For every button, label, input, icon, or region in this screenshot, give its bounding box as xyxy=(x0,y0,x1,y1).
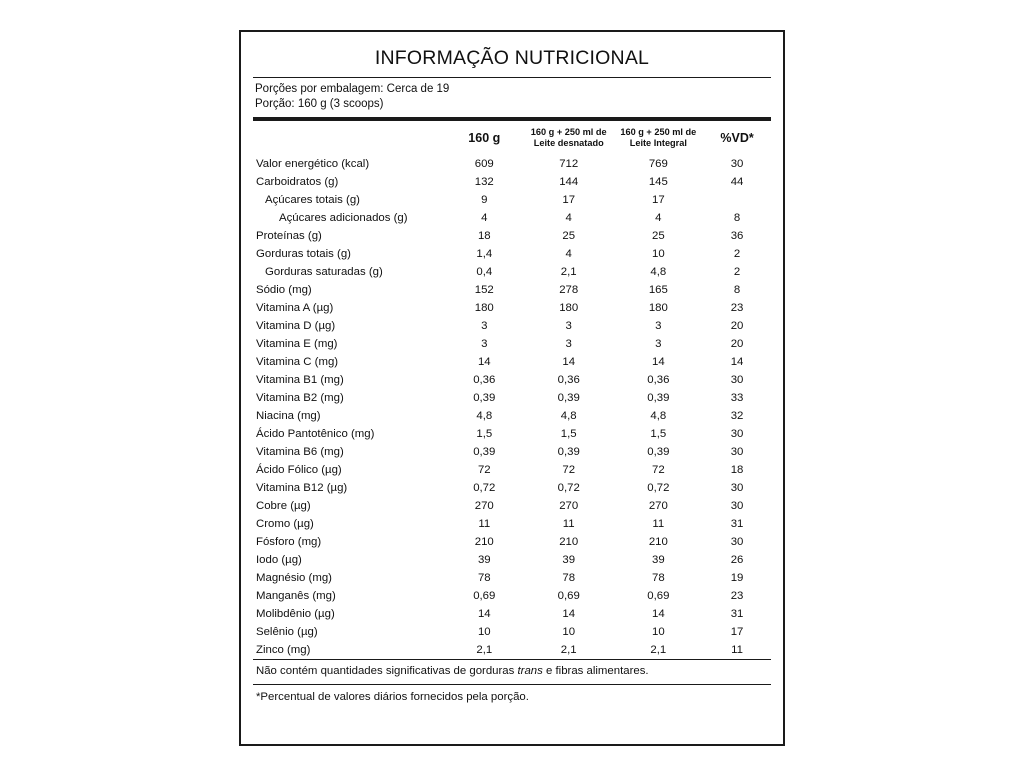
nutrient-value-col2: 270 xyxy=(559,499,579,512)
nutrient-value-col2: 14 xyxy=(562,607,576,620)
nutrient-value-col1: 210 xyxy=(474,535,494,548)
nutrient-name: Gorduras saturadas (g) xyxy=(265,265,383,278)
nutrient-value-col1: 0,36 xyxy=(473,373,496,386)
table-row xyxy=(253,641,771,659)
nutrient-value-col3: 4,8 xyxy=(650,409,667,422)
nutrient-value-col2: 278 xyxy=(559,283,579,296)
nutrient-value-col1: 18 xyxy=(477,229,491,242)
table-row xyxy=(253,317,771,335)
nutrient-value-col2: 0,39 xyxy=(557,391,580,404)
nutrient-value-col3: 769 xyxy=(648,157,668,170)
nutrient-value-col3: 0,39 xyxy=(647,391,670,404)
table-row xyxy=(253,587,771,605)
nutrient-value-col2: 0,36 xyxy=(557,373,580,386)
nutrient-name: Vitamina B1 (mg) xyxy=(256,373,344,386)
nutrient-value-col4: 30 xyxy=(730,445,744,458)
footnote-trans-fat-part2: e fibras alimentares. xyxy=(542,665,649,677)
footnotes xyxy=(253,660,771,710)
nutrient-value-col4: 30 xyxy=(730,157,744,170)
nutrient-name: Açúcares totais (g) xyxy=(265,193,360,206)
nutrient-value-col3: 25 xyxy=(651,229,665,242)
table-row xyxy=(253,497,771,515)
table-row xyxy=(253,371,771,389)
nutrient-value-col4: 17 xyxy=(730,625,744,638)
nutrient-name: Magnésio (mg) xyxy=(256,571,332,584)
column-header-daily-value: %VD* xyxy=(720,131,754,145)
table-row xyxy=(253,515,771,533)
footnote-daily-value: *Percentual de valores diários fornecidos pela porção. xyxy=(256,691,529,703)
nutrient-value-col4: 20 xyxy=(730,319,744,332)
nutrient-name: Vitamina C (mg) xyxy=(256,355,339,368)
nutrient-name: Ácido Fólico (µg) xyxy=(256,463,342,476)
nutrient-value-col4: 11 xyxy=(731,643,743,656)
nutrient-name: Vitamina A (µg) xyxy=(256,301,334,314)
table-row xyxy=(253,263,771,281)
nutrient-value-col4: 36 xyxy=(730,229,744,242)
nutrient-name: Selênio (µg) xyxy=(256,625,318,638)
nutrient-value-col2: 78 xyxy=(562,571,576,584)
nutrient-value-col4: 2 xyxy=(733,247,741,260)
table-row xyxy=(253,551,771,569)
nutrient-value-col4: 44 xyxy=(730,175,744,188)
nutrient-value-col1: 3 xyxy=(481,319,488,332)
table-row xyxy=(253,173,771,191)
nutrient-value-col2: 10 xyxy=(562,625,576,638)
nutrient-value-col4: 30 xyxy=(730,535,744,548)
nutrient-name: Açúcares adicionados (g) xyxy=(279,211,408,224)
nutrition-facts-label xyxy=(239,30,785,746)
nutrient-value-col4: 18 xyxy=(730,463,744,476)
nutrient-value-col4: 19 xyxy=(730,571,744,584)
table-row xyxy=(253,191,771,209)
nutrient-value-col2: 0,39 xyxy=(557,445,580,458)
nutrient-name: Cromo (µg) xyxy=(256,517,314,530)
column-header-skim-milk xyxy=(524,121,614,155)
nutrient-value-col2: 2,1 xyxy=(560,643,577,656)
nutrient-value-col2: 712 xyxy=(559,157,579,170)
nutrient-value-col3: 11 xyxy=(652,517,665,530)
nutrient-value-col4: 31 xyxy=(730,517,744,530)
nutrient-value-col1: 72 xyxy=(477,463,491,476)
nutrient-value-col4 xyxy=(703,191,771,209)
nutrient-value-col4: 2 xyxy=(733,265,741,278)
nutrient-value-col1: 609 xyxy=(474,157,494,170)
label-title: INFORMAÇÃO NUTRICIONAL xyxy=(374,47,650,69)
footnote-trans-fat-italic: trans xyxy=(517,665,543,677)
nutrient-value-col3: 3 xyxy=(655,319,662,332)
serving-information xyxy=(253,78,771,117)
nutrient-name: Vitamina B6 (mg) xyxy=(256,445,344,458)
nutrient-value-col1: 270 xyxy=(474,499,494,512)
nutrient-value-col1: 10 xyxy=(477,625,491,638)
nutrient-name: Valor energético (kcal) xyxy=(256,157,370,170)
nutrient-value-col3: 3 xyxy=(655,337,662,350)
nutrient-value-col2: 39 xyxy=(562,553,576,566)
nutrient-value-col1: 2,1 xyxy=(476,643,493,656)
nutrient-name: Vitamina E (mg) xyxy=(256,337,338,350)
nutrient-value-col2: 0,72 xyxy=(557,481,580,494)
nutrient-value-col2: 3 xyxy=(565,319,572,332)
nutrient-value-col2: 11 xyxy=(562,517,575,530)
nutrient-name: Proteínas (g) xyxy=(256,229,322,242)
nutrient-value-col1: 0,39 xyxy=(473,445,496,458)
table-row xyxy=(253,281,771,299)
nutrient-value-col1: 0,69 xyxy=(473,589,496,602)
nutrient-value-col4: 30 xyxy=(730,499,744,512)
nutrient-value-col4: 32 xyxy=(730,409,744,422)
nutrient-value-col1: 78 xyxy=(477,571,491,584)
nutrient-value-col1: 152 xyxy=(474,283,494,296)
nutrient-value-col3: 78 xyxy=(651,571,665,584)
nutrient-value-col3: 210 xyxy=(648,535,668,548)
nutrient-value-col2: 4 xyxy=(565,247,572,260)
nutrient-value-col4: 14 xyxy=(730,355,744,368)
nutrient-value-col3: 145 xyxy=(648,175,668,188)
table-row xyxy=(253,533,771,551)
nutrient-value-col4: 20 xyxy=(730,337,744,350)
nutrient-value-col1: 4 xyxy=(481,211,488,224)
column-header-skim-milk-line2: Leite desnatado xyxy=(533,138,604,148)
nutrient-value-col1: 3 xyxy=(481,337,488,350)
nutrient-value-col3: 1,5 xyxy=(650,427,667,440)
nutrient-value-col3: 0,69 xyxy=(647,589,670,602)
nutrient-name: Vitamina D (µg) xyxy=(256,319,336,332)
nutrient-name: Molibdênio (µg) xyxy=(256,607,335,620)
nutrient-value-col3: 0,39 xyxy=(647,445,670,458)
nutrient-value-col1: 1,5 xyxy=(476,427,493,440)
nutrient-value-col4: 30 xyxy=(730,427,744,440)
column-header-nutrient xyxy=(253,121,445,155)
table-row xyxy=(253,227,771,245)
nutrient-value-col4: 30 xyxy=(730,373,744,386)
nutrient-value-col2: 144 xyxy=(559,175,579,188)
nutrient-value-col1: 0,72 xyxy=(473,481,496,494)
nutrient-value-col1: 180 xyxy=(474,301,494,314)
nutrient-name: Cobre (µg) xyxy=(256,499,311,512)
table-header xyxy=(253,121,771,155)
nutrient-name: Iodo (µg) xyxy=(256,553,302,566)
nutrient-value-col1: 14 xyxy=(477,607,491,620)
nutrient-value-col2: 1,5 xyxy=(560,427,577,440)
nutrient-value-col1: 14 xyxy=(477,355,491,368)
nutrient-value-col4: 23 xyxy=(730,589,744,602)
nutrient-value-col3: 0,72 xyxy=(647,481,670,494)
nutrition-table xyxy=(253,121,771,659)
nutrient-value-col1: 132 xyxy=(474,175,494,188)
nutrient-value-col3: 2,1 xyxy=(650,643,667,656)
nutrient-value-col1: 4,8 xyxy=(476,409,493,422)
nutrient-value-col2: 2,1 xyxy=(560,265,577,278)
table-row xyxy=(253,353,771,371)
nutrient-value-col3: 72 xyxy=(651,463,665,476)
nutrient-name: Fósforo (mg) xyxy=(256,535,322,548)
table-row xyxy=(253,425,771,443)
nutrient-name: Manganês (mg) xyxy=(256,589,336,602)
table-row xyxy=(253,605,771,623)
nutrient-value-col3: 10 xyxy=(651,625,665,638)
nutrient-value-col3: 270 xyxy=(648,499,668,512)
table-row xyxy=(253,569,771,587)
nutrient-value-col1: 9 xyxy=(481,193,488,206)
nutrient-value-col2: 4 xyxy=(565,211,572,224)
nutrient-name: Vitamina B2 (mg) xyxy=(256,391,344,404)
nutrient-value-col1: 0,39 xyxy=(473,391,496,404)
nutrient-value-col2: 14 xyxy=(562,355,576,368)
nutrient-value-col3: 4,8 xyxy=(650,265,667,278)
nutrient-value-col4: 30 xyxy=(730,481,744,494)
nutrient-value-col3: 39 xyxy=(651,553,665,566)
nutrient-value-col3: 17 xyxy=(651,193,665,206)
table-body xyxy=(253,155,771,659)
nutrient-value-col4: 23 xyxy=(730,301,744,314)
nutrient-value-col3: 14 xyxy=(651,607,665,620)
nutrient-value-col4: 26 xyxy=(730,553,744,566)
column-header-whole-milk-line2: Leite Integral xyxy=(629,138,687,148)
nutrient-value-col2: 180 xyxy=(559,301,579,314)
nutrient-value-col2: 3 xyxy=(565,337,572,350)
table-row xyxy=(253,299,771,317)
table-row xyxy=(253,407,771,425)
footnote-trans-fat xyxy=(253,660,771,684)
nutrient-value-col3: 180 xyxy=(648,301,668,314)
serving-size: Porção: 160 g (3 scoops) xyxy=(255,98,384,110)
column-header-whole-milk-line1: 160 g + 250 ml de xyxy=(620,127,697,137)
nutrient-value-col4: 33 xyxy=(730,391,744,404)
column-header-skim-milk-line1: 160 g + 250 ml de xyxy=(530,127,607,137)
table-row xyxy=(253,461,771,479)
table-row xyxy=(253,389,771,407)
table-row xyxy=(253,479,771,497)
nutrient-name: Gorduras totais (g) xyxy=(256,247,351,260)
table-row xyxy=(253,335,771,353)
nutrient-name: Vitamina B12 (µg) xyxy=(256,481,348,494)
servings-per-package: Porções por embalagem: Cerca de 19 xyxy=(255,83,450,95)
table-row xyxy=(253,209,771,227)
nutrient-name: Ácido Pantotênico (mg) xyxy=(256,427,375,440)
nutrient-value-col2: 0,69 xyxy=(557,589,580,602)
nutrient-value-col1: 39 xyxy=(477,553,491,566)
nutrient-value-col4: 31 xyxy=(730,607,744,620)
nutrient-value-col3: 165 xyxy=(648,283,668,296)
nutrient-value-col3: 0,36 xyxy=(647,373,670,386)
nutrient-value-col2: 72 xyxy=(562,463,576,476)
nutrient-value-col2: 4,8 xyxy=(560,409,577,422)
nutrient-value-col2: 17 xyxy=(562,193,576,206)
nutrient-value-col3: 10 xyxy=(651,247,665,260)
nutrient-value-col2: 25 xyxy=(562,229,576,242)
nutrient-value-col4: 8 xyxy=(733,211,741,224)
nutrient-value-col3: 4 xyxy=(655,211,662,224)
nutrient-value-col1: 0,4 xyxy=(476,265,493,278)
nutrient-value-col2: 210 xyxy=(559,535,579,548)
nutrient-name: Niacina (mg) xyxy=(256,409,321,422)
table-row xyxy=(253,443,771,461)
nutrient-value-col4: 8 xyxy=(733,283,741,296)
footnote-trans-fat-part1: Não contém quantidades significativas de gorduras xyxy=(256,665,518,677)
nutrient-name: Carboidratos (g) xyxy=(256,175,339,188)
nutrient-name: Sódio (mg) xyxy=(256,283,312,296)
table-row xyxy=(253,155,771,173)
table-row xyxy=(253,623,771,641)
table-row xyxy=(253,245,771,263)
nutrient-value-col1: 11 xyxy=(478,517,491,530)
nutrient-value-col1: 1,4 xyxy=(476,247,493,260)
nutrient-value-col3: 14 xyxy=(651,355,665,368)
column-header-whole-milk xyxy=(614,121,704,155)
column-header-160g: 160 g xyxy=(468,131,501,145)
nutrient-name: Zinco (mg) xyxy=(256,643,311,656)
